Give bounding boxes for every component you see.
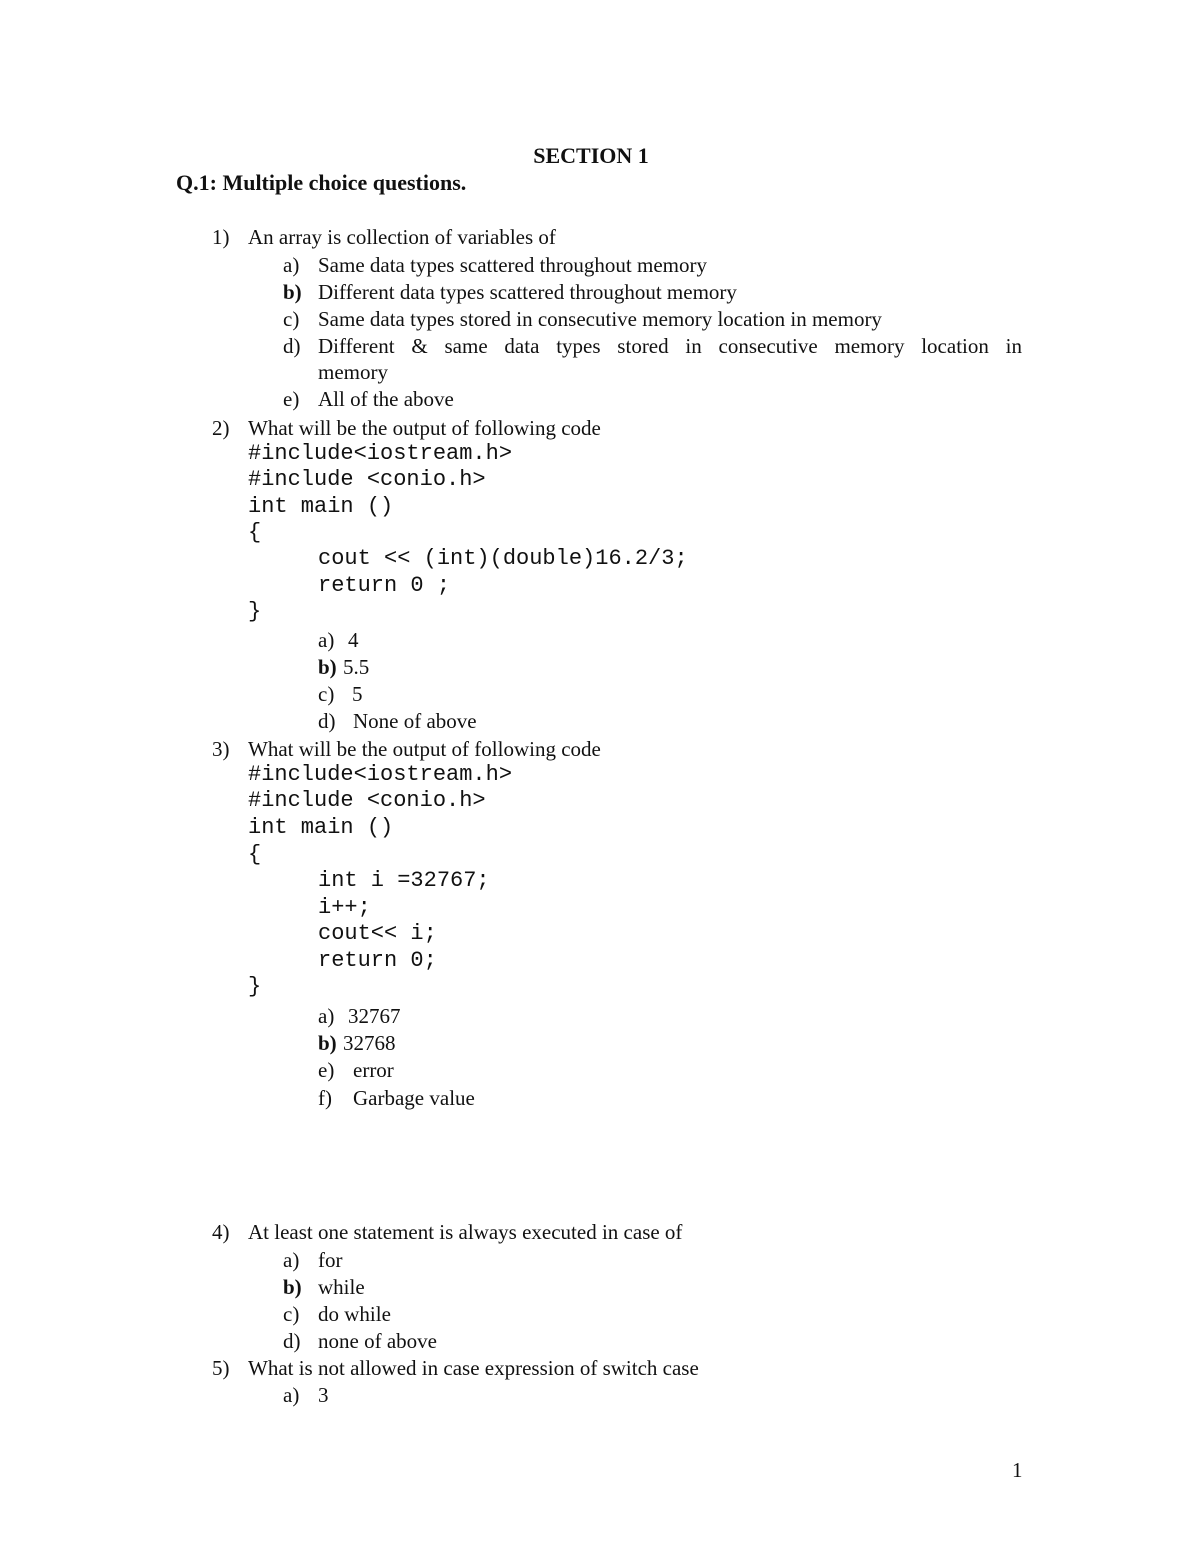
option-label: c) [283, 1302, 300, 1326]
code-line: #include<iostream.h> [248, 762, 513, 787]
option-text: none of above [318, 1329, 437, 1353]
option-text: do while [318, 1302, 391, 1326]
code-line: return 0; [318, 948, 437, 973]
option-text: Different data types scattered throughout memory [318, 280, 737, 304]
option-text: 5 [352, 682, 363, 706]
option-text: 4 [348, 628, 359, 652]
option-label: a) [318, 1004, 335, 1028]
code-line: #include <conio.h> [248, 788, 486, 813]
question-number: 1) [212, 225, 230, 249]
option-label: e) [283, 387, 300, 411]
code-line: #include<iostream.h> [248, 441, 513, 466]
option-label: a) [283, 253, 300, 277]
question-text: What will be the output of following code [248, 737, 601, 761]
option-text: while [318, 1275, 365, 1299]
option-text: 32768 [343, 1031, 396, 1055]
code-line: } [248, 974, 262, 999]
option-text: 3 [318, 1383, 329, 1407]
question-text: An array is collection of variables of [248, 225, 556, 249]
code-line: int main () [248, 815, 394, 840]
code-line: cout<< i; [318, 921, 437, 946]
option-text: for [318, 1248, 343, 1272]
code-line: int i =32767; [318, 868, 490, 893]
code-line: i++; [318, 895, 371, 920]
option-label: c) [318, 682, 335, 706]
code-line: { [248, 842, 262, 867]
code-line: #include <conio.h> [248, 467, 486, 492]
option-label: a) [283, 1248, 300, 1272]
option-text: Different & same data types stored in consecutive memory location in [318, 334, 1022, 358]
code-line: { [248, 520, 262, 545]
option-label: b) [283, 280, 302, 304]
question-number: 5) [212, 1356, 230, 1380]
question-heading: Q.1: Multiple choice questions. [176, 170, 467, 195]
option-label: b) [283, 1275, 302, 1299]
question-text: At least one statement is always executed in case of [248, 1220, 683, 1244]
question-text: What will be the output of following code [248, 416, 601, 440]
option-text: Same data types scattered throughout memory [318, 253, 707, 277]
option-label: d) [318, 709, 336, 733]
option-text: Same data types stored in consecutive memory location in memory [318, 307, 882, 331]
option-label: d) [283, 1329, 301, 1353]
question-number: 2) [212, 416, 230, 440]
option-text: None of above [353, 709, 477, 733]
code-line: } [248, 599, 262, 624]
section-title: SECTION 1 [533, 143, 649, 168]
code-line: return 0 ; [318, 573, 451, 598]
question-number: 3) [212, 737, 230, 761]
option-label: a) [283, 1383, 300, 1407]
option-text: 5.5 [343, 655, 370, 679]
option-text: 32767 [348, 1004, 401, 1028]
option-label: b) [318, 655, 337, 679]
page-number: 1 [1012, 1458, 1023, 1482]
option-label: e) [318, 1058, 335, 1082]
option-text: error [353, 1058, 394, 1082]
option-text: All of the above [318, 387, 454, 411]
option-label: c) [283, 307, 300, 331]
question-text: What is not allowed in case expression of switch case [248, 1356, 699, 1380]
code-line: int main () [248, 494, 394, 519]
code-line: cout << (int)(double)16.2/3; [318, 546, 688, 571]
option-label: f) [318, 1086, 332, 1110]
question-number: 4) [212, 1220, 230, 1244]
option-label: a) [318, 628, 335, 652]
option-label: b) [318, 1031, 337, 1055]
option-text: Garbage value [353, 1086, 475, 1110]
option-label: d) [283, 334, 301, 358]
option-text-continuation: memory [318, 360, 388, 384]
